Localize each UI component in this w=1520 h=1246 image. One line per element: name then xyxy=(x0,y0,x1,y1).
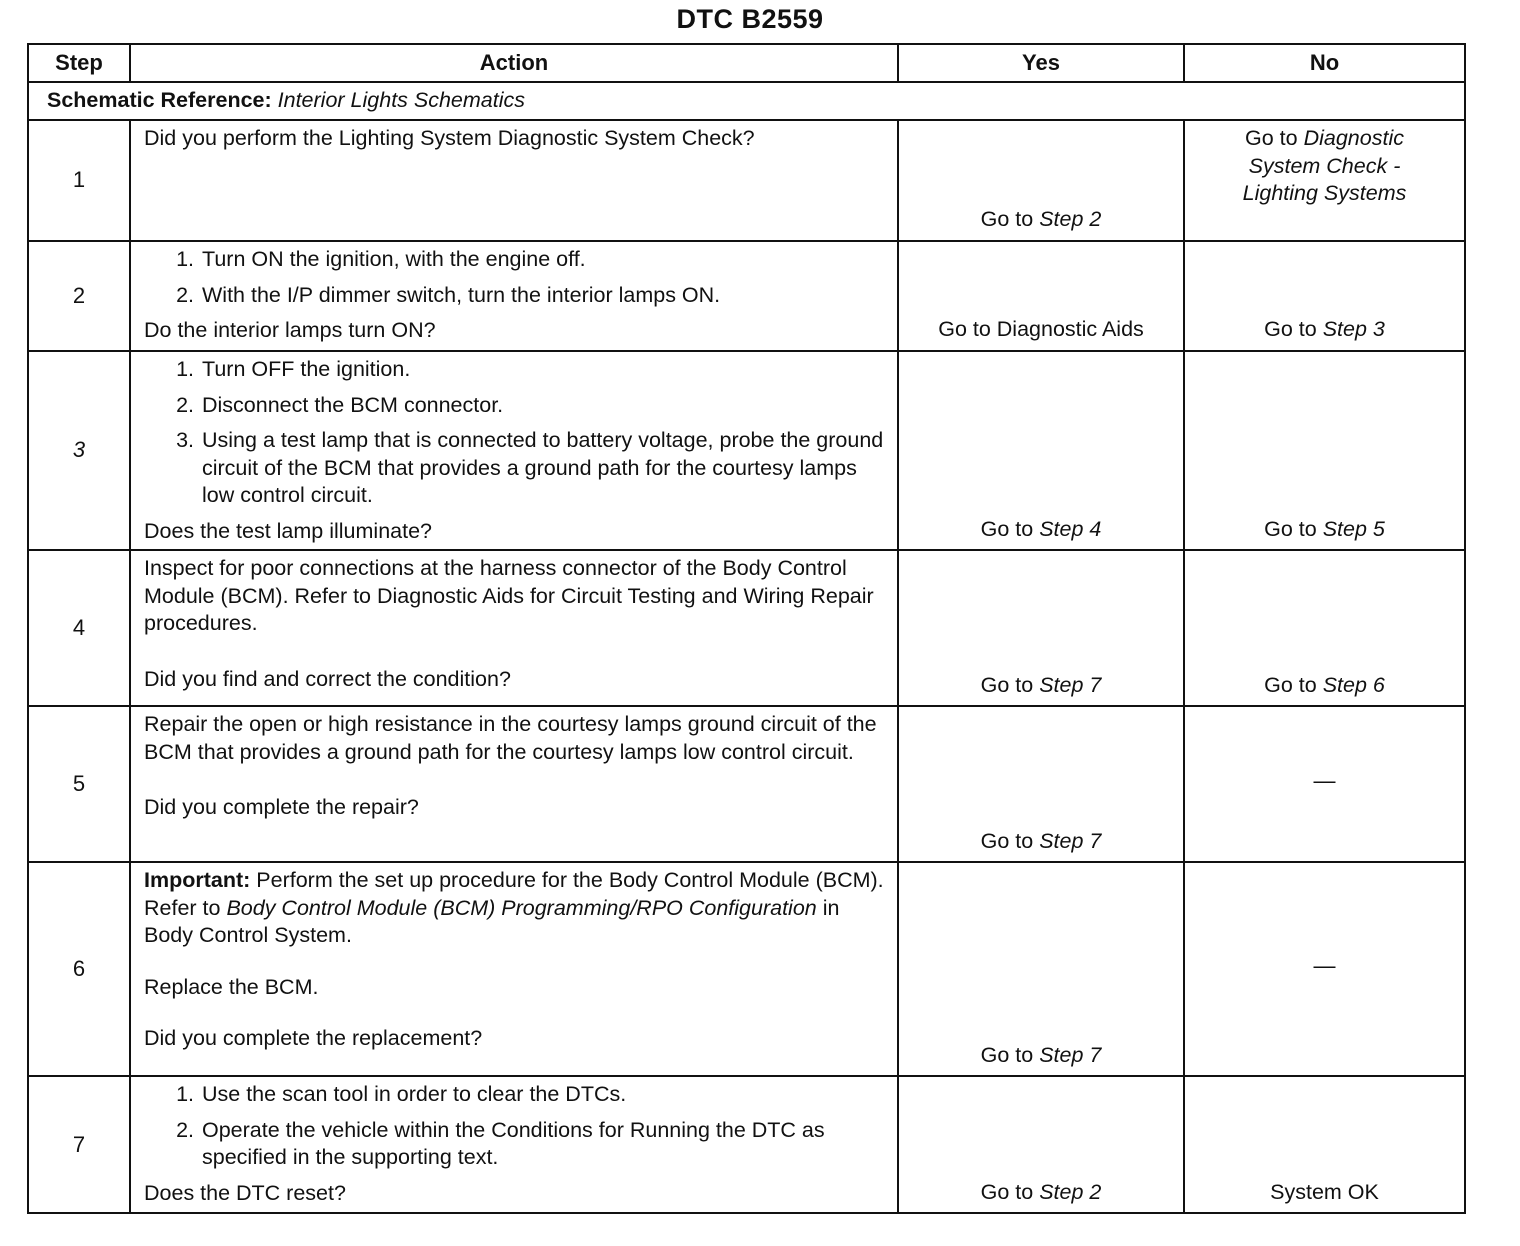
no-dash: — xyxy=(1313,952,1336,978)
no-step-link[interactable]: Step 3 xyxy=(1322,317,1385,342)
yes-cell xyxy=(898,550,1184,706)
schematic-reference-link[interactable]: Interior Lights Schematics xyxy=(277,88,526,113)
schematic-reference-label: Schematic Reference: xyxy=(47,88,272,113)
no-goto-text: Go to xyxy=(1264,317,1323,342)
diagnostic-table xyxy=(27,43,1466,1214)
yes-cell xyxy=(898,351,1184,550)
no-cell xyxy=(1184,241,1465,351)
step-question: Did you complete the replacement? xyxy=(144,1026,483,1051)
no-link-line1[interactable]: Diagnostic xyxy=(1303,126,1404,150)
no-step-link[interactable]: Step 6 xyxy=(1322,672,1385,697)
step-question: Did you complete the repair? xyxy=(144,795,419,820)
step-instruction: Replace the BCM. xyxy=(144,974,319,999)
step-number: 7 xyxy=(28,1076,130,1213)
step-number: 6 xyxy=(28,862,130,1076)
substep-item: 2. With the I/P dimmer switch, turn the interior lamps ON. xyxy=(200,282,887,310)
bcm-programming-link[interactable]: Body Control Module (BCM) Programming/RPO Configuration xyxy=(226,895,817,920)
action-cell xyxy=(130,550,898,706)
action-cell xyxy=(130,706,898,862)
substep-item: 2. Operate the vehicle within the Conditions for Running the DTC as specified in the supporting text. xyxy=(200,1117,887,1172)
substep-list xyxy=(144,356,887,510)
step-instruction: Repair the open or high resistance in the courtesy lamps ground circuit of the BCM that provides a ground path for the courtesy lamps low control circuit. xyxy=(144,712,877,764)
step-instruction: Inspect for poor connections at the harness connector of the Body Control Module (BCM). Refer to Diagnostic Aids for Circuit Testing and Wiring Repair procedures. xyxy=(144,556,874,636)
step-number: 3 xyxy=(28,351,130,550)
step-number: 2 xyxy=(28,241,130,351)
step-number: 5 xyxy=(28,706,130,862)
no-link-line3[interactable]: Lighting Systems xyxy=(1242,181,1407,206)
table-row xyxy=(28,351,1465,550)
step-question: Does the test lamp illuminate? xyxy=(144,518,433,543)
action-cell xyxy=(130,120,898,241)
yes-goto-text: Go to xyxy=(980,1042,1040,1067)
system-ok-text: System OK xyxy=(1270,1179,1379,1204)
no-goto-text: Go to xyxy=(1245,126,1298,150)
yes-step-link[interactable]: Step 7 xyxy=(1039,828,1102,853)
step-column-header: Step xyxy=(28,44,130,82)
no-column-header: No xyxy=(1184,44,1465,82)
no-goto-text: Go to xyxy=(1264,516,1323,541)
no-cell xyxy=(1184,706,1465,862)
yes-step-link[interactable]: Step 7 xyxy=(1039,672,1102,697)
yes-cell xyxy=(898,120,1184,241)
no-cell xyxy=(1184,351,1465,550)
no-cell xyxy=(1184,550,1465,706)
table-row xyxy=(28,550,1465,706)
no-step-link[interactable]: Step 5 xyxy=(1322,516,1385,541)
no-cell xyxy=(1184,862,1465,1076)
yes-goto-text: Go to xyxy=(980,1179,1040,1204)
yes-cell xyxy=(898,241,1184,351)
table-row xyxy=(28,706,1465,862)
table-row xyxy=(28,1076,1465,1213)
yes-cell xyxy=(898,1076,1184,1213)
step-question: Did you find and correct the condition? xyxy=(144,666,511,691)
yes-goto-text: Go to xyxy=(980,207,1040,232)
table-row xyxy=(28,862,1465,1076)
table-row xyxy=(28,120,1465,241)
yes-step-link[interactable]: Step 7 xyxy=(1039,1042,1102,1067)
substep-list xyxy=(144,246,887,309)
action-cell xyxy=(130,351,898,550)
yes-step-link[interactable]: Step 4 xyxy=(1039,516,1102,541)
substep-item: 1. Turn ON the ignition, with the engine off. xyxy=(200,246,887,274)
step-question: Did you perform the Lighting System Diagnostic System Check? xyxy=(144,126,755,150)
schematic-reference-row xyxy=(28,82,1465,120)
substep-item: 3. Using a test lamp that is connected to battery voltage, probe the ground circuit of the BCM that provides a ground path for the courtesy lamps low control circuit. xyxy=(200,427,887,510)
no-link-line2[interactable]: System Check - xyxy=(1248,153,1401,178)
yes-goto-text: Go to xyxy=(980,672,1040,697)
yes-cell xyxy=(898,706,1184,862)
yes-goto-text: Go to xyxy=(980,516,1040,541)
no-cell xyxy=(1184,120,1465,241)
step-question: Do the interior lamps turn ON? xyxy=(144,318,436,343)
action-column-header: Action xyxy=(130,44,898,82)
substep-list xyxy=(144,1081,887,1172)
yes-column-header: Yes xyxy=(898,44,1184,82)
yes-cell xyxy=(898,862,1184,1076)
table-row xyxy=(28,241,1465,351)
important-label: Important: xyxy=(144,868,251,893)
action-cell xyxy=(130,241,898,351)
important-note xyxy=(144,867,887,950)
header-row xyxy=(28,44,1465,82)
substep-item: 1. Use the scan tool in order to clear the DTCs. xyxy=(200,1081,887,1109)
schematic-reference xyxy=(28,82,1465,120)
yes-diagnostic-aids-link[interactable]: Go to Diagnostic Aids xyxy=(938,317,1144,342)
step-number: 4 xyxy=(28,550,130,706)
substep-item: 1. Turn OFF the ignition. xyxy=(200,356,887,384)
no-dash: — xyxy=(1313,767,1336,793)
step-number: 1 xyxy=(28,120,130,241)
step-question: Does the DTC reset? xyxy=(144,1180,346,1205)
yes-goto-text: Go to xyxy=(980,828,1040,853)
substep-item: 2. Disconnect the BCM connector. xyxy=(200,392,887,420)
important-text-end: in Body Control System. xyxy=(144,895,840,948)
yes-step-link[interactable]: Step 2 xyxy=(1039,207,1102,232)
action-cell xyxy=(130,1076,898,1213)
yes-step-link[interactable]: Step 2 xyxy=(1039,1179,1102,1204)
no-cell xyxy=(1184,1076,1465,1213)
document-title: DTC B2559 xyxy=(676,4,824,34)
no-goto-text: Go to xyxy=(1264,672,1323,697)
action-cell xyxy=(130,862,898,1076)
important-text: Perform the set up procedure for the Body Control Module (BCM). Refer to xyxy=(144,868,884,920)
